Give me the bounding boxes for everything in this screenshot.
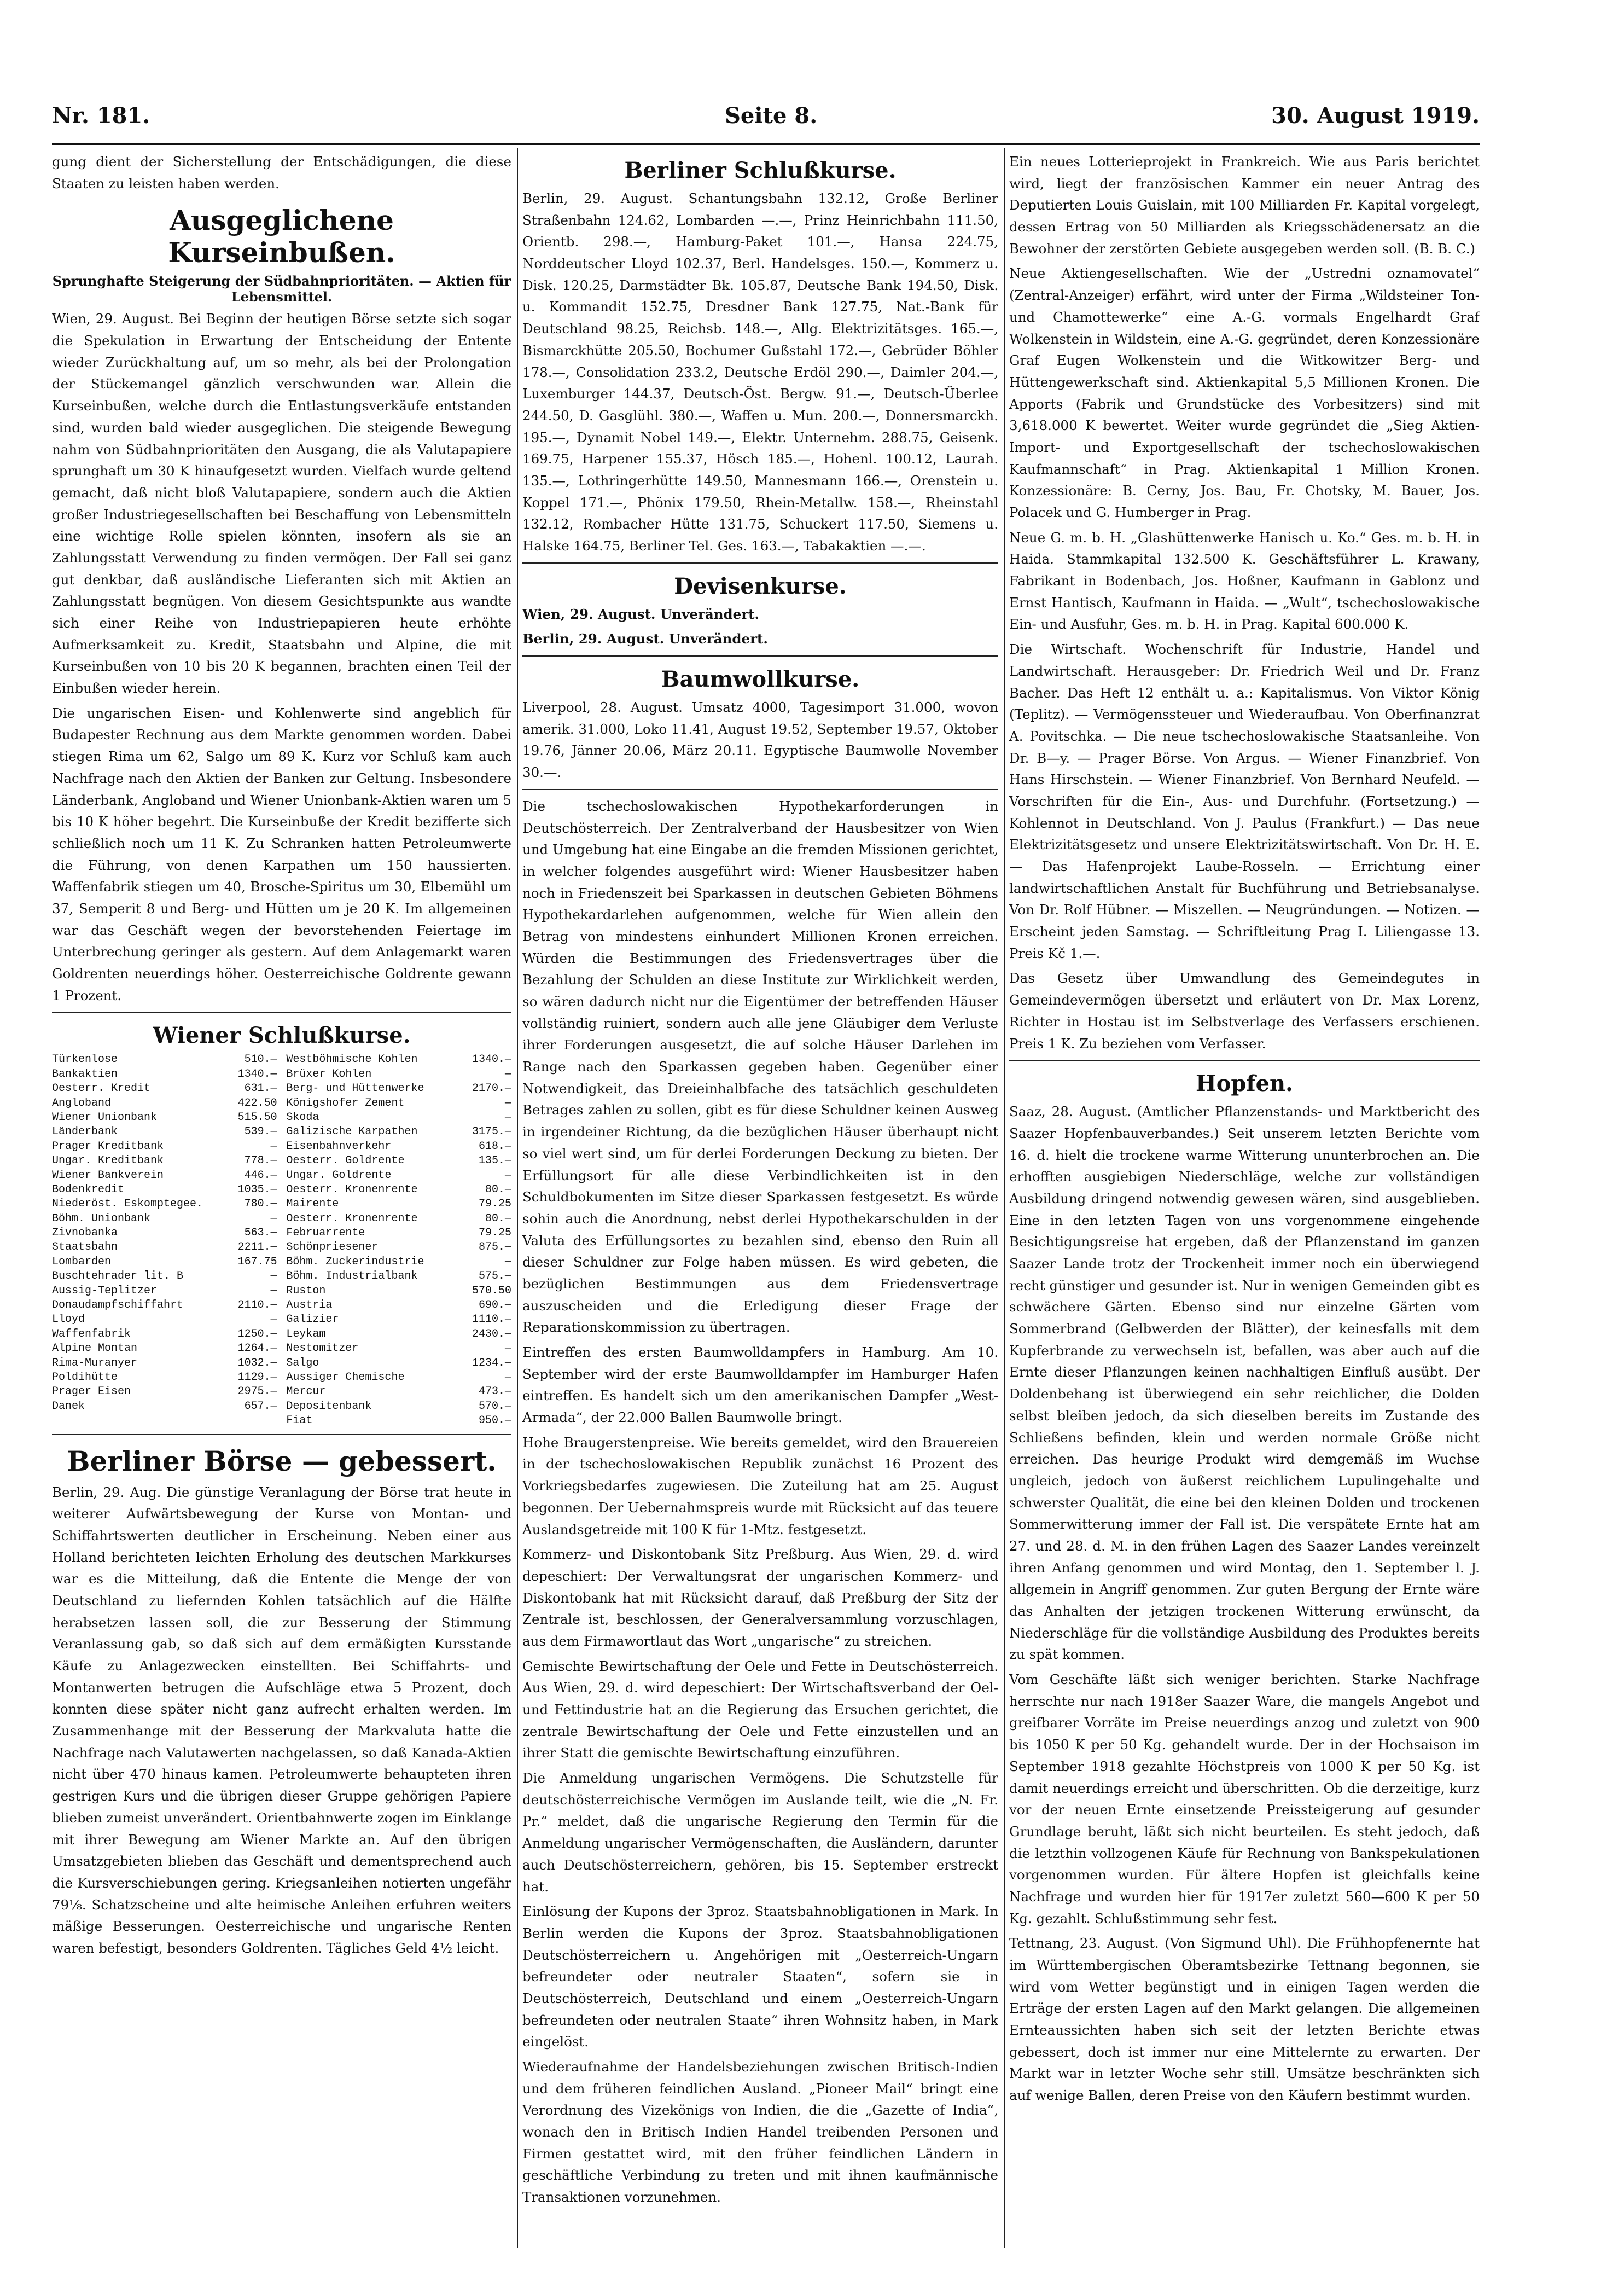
quote-name: Skoda bbox=[286, 1111, 319, 1124]
quote-value: 570.— bbox=[478, 1400, 511, 1413]
article-title: Baumwollkurse. bbox=[661, 666, 860, 693]
column-rule bbox=[517, 148, 518, 2248]
quote-value: 446.— bbox=[244, 1169, 277, 1182]
quote-value: 575.— bbox=[478, 1270, 511, 1283]
quote-row bbox=[286, 1096, 511, 1111]
article-paragraph: Liverpool, 28. August. Umsatz 4000, Tagesimport 31.000, wovon amerik. 31.000, Loko 11.41, August 19.52, September 19.57, Oktober 19.76, Jänner 20.06, März 20.11. Egyptische Baumwolle November 30.—. bbox=[522, 699, 998, 781]
quote-row bbox=[52, 1255, 277, 1269]
article-paragraph: Eintreffen des ersten Baumwolldampfers in Hamburg. Am 10. September wird der erste Baumwolldampfer im Hamburger Hafen eintreffen. Es handelt sich um den amerikanischen Dampfer „West-Armada“, der 22.000 Ballen Baumwolle bringt. bbox=[522, 1344, 998, 1426]
quote-name: Angloband bbox=[52, 1096, 112, 1110]
quote-value: 2430.— bbox=[472, 1327, 511, 1340]
quote-row bbox=[286, 1356, 511, 1371]
quote-name: Prager Kreditbank bbox=[52, 1140, 164, 1153]
quote-value: 778.— bbox=[244, 1154, 277, 1168]
issue-number: Nr. 181. bbox=[52, 103, 150, 129]
quote-row bbox=[286, 1400, 511, 1414]
quote-value: 1234.— bbox=[472, 1356, 511, 1369]
article-paragraph: Neue Aktiengesellschaften. Wie der „Ustredni oznamovatel“ (Zentral-Anzeiger) erfährt, wird unter der Firma „Wildsteiner Ton- und Chamottewerke“ eine A.-G. vormals Engelhardt Graf Wolkenstein in Wildstein, eine A.-G. gegründet, deren Konzessionäre Graf Eugen Wolkenstein und die Witkowitzer Berg- und Hüttengewerkschaft sind. Aktienkapital 5,5 Millionen Kronen. Die Apports (Fabrik und Grundstücke des Vorbesitzers) sind mit 3,618.000 K bewertet. Weiter wurde gegründet die „Sieg Aktien-Import- und Exportgesellschaft der tschechoslowakischen Kaufmannschaft“ in Prag. Aktienkapital 1 Million Kronen. Konzessionäre: B. Cerny, Jos. Bau, Fr. Chotsky, M. Bauer, Jos. Polacek und G. Humberger in Prag. bbox=[1009, 265, 1480, 520]
article-paragraph: Neue G. m. b. H. „Glashüttenwerke Hanisch u. Ko.“ Ges. m. b. H. in Haida. Stammkapital 132.500 K. Geschäftsführer L. Krawany, Fabrikant in Bodenbach, Jos. Hoßner, Kaufmann in Gablonz und Ernst Hantisch, Kaufmann in Haida. — „Wult“, tschechoslowakische Ein- und Ausfuhr, Ges. m. b. H. in Prag. Kapital 600.000 K. bbox=[1009, 529, 1480, 632]
page-header bbox=[52, 103, 1480, 141]
quote-name: Rima-Muranyer bbox=[52, 1356, 138, 1369]
quote-row bbox=[286, 1053, 511, 1067]
quote-value: 510.— bbox=[244, 1053, 277, 1066]
quote-row bbox=[286, 1140, 511, 1154]
quote-name: Nestomitzer bbox=[286, 1342, 359, 1355]
quote-row bbox=[286, 1111, 511, 1125]
quote-value: 1340.— bbox=[472, 1053, 511, 1066]
quote-value: 570.50 bbox=[472, 1284, 511, 1297]
article-paragraph: Die Anmeldung ungarischen Vermögens. Die Schutzstelle für deutschösterreichische Vermögen im Auslande teilt, wie die „N. Fr. Pr.“ meldet, daß die ungarische Regierung den Termin für die Anmeldung ungarischer Vermögenschaften, die Ausländern, darunter auch Deutschösterreichern, gehören, bis 15. September erstreckt hat. bbox=[522, 1770, 998, 1895]
quote-row bbox=[286, 1313, 511, 1327]
quote-value: — bbox=[504, 1111, 511, 1124]
column-left bbox=[52, 148, 511, 2248]
article-title: Wiener Schlußkurse. bbox=[153, 1023, 411, 1049]
quote-name: Wiener Bankverein bbox=[52, 1169, 164, 1182]
quote-row bbox=[286, 1298, 511, 1313]
divider bbox=[522, 789, 998, 790]
article-paragraph: Saaz, 28. August. (Amtlicher Pflanzenstands- und Marktbericht des Saazer Hopfenbauverbandes.) Seit unserem letzten Berichte vom 16. d. hielt die trockene warme Witterung ununterbrochen an. Die erhofften ausgiebigen Niederschläge, welche zur vollständigen Ausbildung dringend notwendig gewesen wären, sind ausgeblieben. Eine in den letzten Tagen von uns vorgenommene eingehende Besichtigungsreise hat ergeben, daß der Pflanzenstand im ganzen Saazer Lande trotz der Trockenheit immer noch ein überwiegend recht günstiger und gesunder ist. Nur in wenigen Gemeinden gibt es schwächere Gärten. Ebenso sind nur einzelne Gärten vom Sommerbrand (Gelbwerden der Blätter), der keinesfalls mit dem Kupferbrande zu verwechseln ist, befallen, was aber auch auf die Ernte dieser Pflanzungen keinen nachhaltigen Einfluß ausübt. Der Doldenbehang ist überwiegend ein sehr reichlicher, die Dolden selbst bleiben jedoch, da sich dieselben bereits im Zustande des Schließens befinden, klein und werden normale Größe nicht erreichen. Das heurige Produkt wird demgemäß im Wuchse ungleich, jedoch von äußerst reichlichem Lupulingehalte und schwerster Qualität, die eine bei den kleinen Dolden und trockenen Sommerwitterung immer der Fall ist. Die verspätete Ernte hat am 27. und 28. d. M. in den frühen Lagen des Saazer Landes vereinzelt ihren Anfang genommen und wird Montag, den 1. September l. J. allgemein in Angriff genommen. Zur guten Bergung der Ernte wäre das Anhalten der jetzigen trockenen Witterung erwünscht, da Niederschläge für die vollständige Ausbildung des Produktes bereits zu spät kommen. bbox=[1009, 1104, 1480, 1663]
quote-row bbox=[286, 1284, 511, 1298]
quote-row bbox=[52, 1212, 277, 1226]
quote-name: Donaudampfschiffahrt bbox=[52, 1299, 184, 1312]
quote-row bbox=[52, 1053, 277, 1067]
quote-name: Alpine Montan bbox=[52, 1342, 138, 1355]
quote-name: Oesterr. Kronenrente bbox=[286, 1212, 418, 1225]
article-paragraph: Berlin, 29. August. Schantungsbahn 132.12, Große Berliner Straßenbahn 124.62, Lombarden —.—, Prinz Heinrichbahn 111.50, Orientb. 298.—, Hamburg-Paket 101.—, Hansa 224.75, Norddeutscher Lloyd 102.37, Berl. Handelsges. 150.—, Kommerz u. Disk. 120.25, Darmstädter Bk. 105.87, Deutsche Bank 194.50, Disk. u. Kommandit 152.75, Dresdner Bank 127.75, Nat.-Bank für Deutschland 98.25, Reichsb. 148.—, Allg. Elektrizitätsges. 165.—, Bismarckhütte 205.50, Bochumer Gußstahl 172.—, Gebrüder Böhler 178.—, Consolidation 233.2, Deutsche Erdöl 290.—, Daimler 204.—, Luxemburger 144.37, Deutsch-Öst. Bergw. 91.—, Deutsch-Überlee 244.50, D. Gasglühl. 380.—, Waffen u. Mun. 200.—, Donnersmarckh. 195.—, Dynamit Nobel 149.—, Elektr. Unternehm. 288.75, Geisenk. 169.75, Harpener 155.37, Hösch 185.—, Hohenl. 100.12, Laurah. 135.—, Lothringerhütte 149.50, Mannesmann 166.—, Orenstein u. Koppel 171.—, Phönix 179.50, Rhein-Metallw. 158.—, Rheinstahl 132.12, Rombacher Hütte 131.75, Schuckert 117.50, Siemens u. Halske 164.75, Berliner Tel. Ges. 163.—, Tabakaktien —.—. bbox=[522, 190, 998, 554]
quote-row bbox=[52, 1140, 277, 1154]
quote-row bbox=[52, 1284, 277, 1298]
quote-row bbox=[286, 1154, 511, 1168]
article-paragraph: Tettnang, 23. August. (Von Sigmund Uhl). Die Frühhopfenernte hat im Württembergischen Oberamtsbezirke Tettnang begonnen, sie wird vom Wetter begünstigt und in einigen Tagen werden die Erträge der ersten Lagen auf den Markt gelangen. Die allgemeinen Ernteaussichten haben sich seit der letzten Berichte etwas gebessert, doch ist immer nur eine Mittelernte zu erwarten. Der Markt war in letzter Woche sehr still. Umsätze beschränkten sich auf wenige Ballen, deren Preise von den Käufern bestimmt wurden. bbox=[1009, 1935, 1480, 2104]
column-middle bbox=[522, 148, 998, 2248]
divider bbox=[522, 562, 998, 564]
quote-name: Ungar. Goldrente bbox=[286, 1169, 392, 1182]
quote-value: 875.— bbox=[478, 1241, 511, 1254]
divider bbox=[52, 1434, 511, 1435]
quote-row bbox=[52, 1096, 277, 1111]
quote-row bbox=[286, 1371, 511, 1385]
article-subtitle: Sprunghafte Steigerung der Südbahnprioritäten. — Aktien für Lebensmittel. bbox=[52, 273, 511, 305]
quote-row bbox=[52, 1269, 277, 1284]
quote-name: Salgo bbox=[286, 1356, 319, 1369]
quote-row bbox=[52, 1226, 277, 1240]
article-paragraph: Die Wirtschaft. Wochenschrift für Industrie, Handel und Landwirtschaft. Herausgeber: Dr. Friedrich Weil und Dr. Franz Bacher. Das Heft 12 enthält u. a.: Kapitalismus. Von Viktor König (Teplitz). — Vermögenssteuer und Wiederaufbau. Von Oberfinanzrat A. Povitschka. — Die neue tschechoslowakische Staatsanleihe. Von Dr. B—y. — Prager Börse. Von Argus. — Wiener Finanzbrief. Von Hans Hirschstein. — Wiener Finanzbrief. Von Bernhard Neufeld. — Vorschriften für die Ein-, Aus- und Durchfuhr. (Fortsetzung.) — Kohlennot in Deutschland. Von J. Paulus (Frankfurt.) — Das neue Elektrizitätsgesetz und unsere Elektrizitätswirtschaft. Von Dr. H. E. — Das Hafenprojekt Laube-Rosseln. — Errichtung einer landwirtschaftlichen Anstalt für Buchführung und Betriebsanalyse. Von Dr. Rolf Hübner. — Miszellen. — Neugründungen. — Notizen. — Erscheint jeden Samstag. — Schriftleitung Prag I. Liliengasse 13. Preis Kč 1.—. bbox=[1009, 641, 1480, 961]
quote-row bbox=[52, 1356, 277, 1371]
quote-name: Bodenkredit bbox=[52, 1183, 125, 1196]
quote-row bbox=[286, 1125, 511, 1139]
quote-name: Prager Eisen bbox=[52, 1385, 131, 1398]
divider bbox=[1009, 1060, 1480, 1061]
quote-name: Niederöst. Eskomptegee. bbox=[52, 1198, 203, 1211]
quote-value: 515.50 bbox=[237, 1111, 277, 1124]
quote-row bbox=[286, 1226, 511, 1240]
quote-name: Türkenlose bbox=[52, 1053, 118, 1066]
quote-name: Poldihütte bbox=[52, 1371, 118, 1384]
quote-value: 3175.— bbox=[472, 1125, 511, 1139]
quote-row bbox=[52, 1067, 277, 1082]
quote-row bbox=[286, 1169, 511, 1183]
quote-name: Brüxer Kohlen bbox=[286, 1067, 372, 1081]
quote-name: Leykam bbox=[286, 1327, 326, 1340]
article-line: Wien, 29. August. Unverändert. bbox=[522, 606, 760, 622]
article-paragraph: Vom Geschäfte läßt sich weniger berichten. Starke Nachfrage herrschte nur nach 1918er Saazer Ware, die mangels Angebot und greifbarer Vorräte im Preise neuerdings anzog und zuletzt von 900 bis 1050 K per 50 Kg. gehandelt wurde. Der in der Hochsaison im September 1918 gezahlte Höchstpreis von 1000 K per 50 Kg. ist damit neuerdings erreicht und überschritten. Ob die derzeitige, kurz vor der neuen Ernte einsetzende Preissteigerung auf gesunder Grundlage beruht, läßt sich nicht beurteilen. Es steht jedoch, daß die letzthin vollzogenen Käufe für Rechnung von Bankspekulationen vorgenommen wurden. Für ältere Hopfen ist gleichfalls keine Nachfrage und wurden hier für 1917er zuletzt 560—600 K per 50 Kg. gezahlt. Schlußstimmung sehr fest. bbox=[1009, 1671, 1480, 1926]
quote-value: — bbox=[270, 1284, 277, 1297]
article-paragraph: Das Gesetz über Umwandlung des Gemeindegutes in Gemeindevermögen übersetzt und erläutert von Dr. Max Lorenz, Richter in Hostau ist im Selbstverlage des Verfassers erschienen. Preis 1 K. Zu beziehen vom Verfasser. bbox=[1009, 970, 1480, 1052]
quote-value: — bbox=[270, 1140, 277, 1153]
quote-name: Lombarden bbox=[52, 1255, 112, 1268]
page-number: Seite 8. bbox=[725, 103, 818, 129]
header-rule bbox=[52, 143, 1480, 145]
quote-value: 631.— bbox=[244, 1082, 277, 1095]
quote-name: Böhm. Unionbank bbox=[52, 1212, 151, 1225]
quote-value: — bbox=[504, 1169, 511, 1182]
quote-value: 80.— bbox=[485, 1212, 511, 1225]
quote-value: 473.— bbox=[478, 1385, 511, 1398]
quote-name: Schönpriesener bbox=[286, 1241, 379, 1254]
quote-row bbox=[286, 1183, 511, 1197]
quote-value: 618.— bbox=[478, 1140, 511, 1153]
quote-name: Westböhmische Kohlen bbox=[286, 1053, 418, 1066]
quote-value: — bbox=[270, 1212, 277, 1225]
article-title: Berliner Schlußkurse. bbox=[624, 158, 897, 183]
column-right bbox=[1009, 148, 1480, 2248]
quote-value: 1250.— bbox=[237, 1327, 277, 1340]
quote-value: 950.— bbox=[478, 1414, 511, 1427]
quote-value: 2211.— bbox=[237, 1241, 277, 1254]
article-paragraph: Kommerz- und Diskontobank Sitz Preßburg. Aus Wien, 29. d. wird depeschiert: Der Verwaltungsrat der ungarischen Kommerz- und Diskontobank hat mit Rücksicht darauf, daß Preßburg der Sitz der Zentrale ist, beschlossen, der Generalversammlung vorzuschlagen, aus dem Firmawortlaut das Wort „ungarische“ zu streichen. bbox=[522, 1546, 998, 1649]
quote-value: — bbox=[504, 1255, 511, 1268]
article-paragraph: Die ungarischen Eisen- und Kohlenwerte sind angeblich für Budapester Rechnung aus dem Markte genommen worden. Dabei stiegen Rima um 62, Salgo um 89 K. Kurz vor Schluß kam auch Nachfrage nach den Aktien der Banken zur Geltung. Insbesondere Länderbank, Angloband und Wiener Unionbank-Aktien waren um 5 bis 10 K höher begehrt. Die Kurseinbuße der Kredit bezifferte sich schließlich noch um 11 K. Zu Schranken hatten Petroleumwerte die Führung, von denen Karpathen um 150 haussierten. Waffenfabrik stiegen um 40, Brosche-Spiritus um 30, Elbemühl um 37, Semperit 8 und Berg- und Hütten um je 20 K. Im allgemeinen war das Geschäft wegen der bevorstehenden Feiertage im Unterbrechung geringer als gestern. Auf dem Anlagemarkt waren Goldrenten neuerdings höher. Oesterreichische Goldrente gewann 1 Prozent. bbox=[52, 705, 511, 1003]
quote-name: Aussig-Teplitzer bbox=[52, 1284, 158, 1297]
quote-value: — bbox=[504, 1067, 511, 1081]
quote-name: Austria bbox=[286, 1299, 333, 1312]
quote-name: Aussiger Chemische bbox=[286, 1371, 405, 1384]
quote-name: Lloyd bbox=[52, 1313, 85, 1326]
quote-row bbox=[286, 1197, 511, 1211]
quote-row bbox=[286, 1327, 511, 1342]
quote-row bbox=[52, 1313, 277, 1327]
article-paragraph: Wien, 29. August. Bei Beginn der heutigen Börse setzte sich sogar die Spekulation in Erwartung der Entscheidung der Entente wieder Zurückhaltung auf, um so mehr, als bei der Prolongation der Stückemangel gänzlich verschwunden war. Allein die Kurseinbußen, welche durch die Entlastungsverkäufe entstanden sind, wurden bald wieder ausgeglichen. Die steigende Bewegung nahm von Südbahnprioritäten den Ausgang, die als Valutapapiere sprunghaft um 30 K hinaufgesetzt wurden. Vielfach wurde geltend gemacht, daß nicht bloß Valutapapiere, sondern auch die Aktien großer Industriegesellschaften bei Beschaffung von Lebensmitteln eine wichtige Rolle spielen könnten, insofern als sie an Zahlungsstatt Verwendung zu finden vermögen. Der Fall sei ganz gut denkbar, daß ausländische Lieferanten sich mit Aktien an Zahlungsstatt begnügen. Von diesem Gesichtspunkte aus wandte sich einer Reihe von Industriepapieren heute erhöhte Aufmerksamkeit zu. Kredit, Staatsbahn und Alpine, die mit Kurseinbußen von 10 bis 20 K begannen, brachten einen Teil der Einbußen wieder herein. bbox=[52, 311, 511, 696]
quote-name: Böhm. Zuckerindustrie bbox=[286, 1255, 424, 1268]
quote-value: 690.— bbox=[478, 1299, 511, 1312]
quote-row bbox=[52, 1298, 277, 1313]
quote-value: 2110.— bbox=[237, 1299, 277, 1312]
quote-value: 2975.— bbox=[237, 1385, 277, 1398]
quote-value: 780.— bbox=[244, 1198, 277, 1211]
article-paragraph: Die tschechoslowakischen Hypothekarforderungen in Deutschösterreich. Der Zentralverband der Hausbesitzer von Wien und Umgebung hat eine Eingabe an die fremden Missionen gerichtet, in welcher folgendes ausgeführt wird: Wiener Hausbesitzer haben noch in Friedenszeit bei Sparkassen in deutschen Gebieten Böhmens Hypothekardarlehen aufgenommen, welche für Wien allein den Betrag von mindestens einhundert Millionen Kronen erreichen. Würden die Bestimmungen des Friedensvertrages über die Bezahlung der Schulden an diese Institute zur Wirklichkeit werden, so wären dadurch nicht nur die Eigentümer der betreffenden Häuser vollständig ruiniert, sondern auch alle jene Gläubiger dem Verluste ihrer Forderungen ausgesetzt, die auf solche Häuser Darlehen im Range nach den Sparkassen gegeben haben. Gegenüber einer Notwendigkeit, das Dreieinhalbfache des tatsächlich geschuldeten Betrages zahlen zu sollen, gibt es für diese Schuldner keinen Ausweg in irgendeiner Richtung, da die bezüglichen Häuser überhaupt nicht so viel wert sind, um für derlei Forderungen Deckung zu bieten. Der Erfüllungsort für alle diese Verbindlichkeiten ist in den Schuldbokumenten im Sitze dieser Sparkassen festgesetzt. Es würde sohin auch die Anordnung, nebst derlei Hypothekarschulden in der Valuta des Erfüllungsortes zu bezahlen sind, ebenso den Ruin all dieser Schuldner zur Folge haben müssen. Es wird gebeten, die bezüglichen Bestimmungen aus dem Friedensvertrage auszuscheiden und die Erledigung dieser Frage der Reparationskommission zu übertragen. bbox=[522, 798, 998, 1336]
quote-value: 539.— bbox=[244, 1125, 277, 1139]
quote-value: — bbox=[270, 1270, 277, 1283]
article-paragraph: Wiederaufnahme der Handelsbeziehungen zwischen Britisch-Indien und dem früheren feindlichen Ausland. „Pioneer Mail“ bringt eine Verordnung des Vizekönigs von Indien, die die „Gazette of India“, wonach den in Britisch Indien Handel treibenden Personen und Firmen gestattet wird, mit den früher feindlichen Ländern in geschäftliche Verbindung zu treten und mit ihnen kaufmännische Transaktionen vorzunehmen. bbox=[522, 2059, 998, 2205]
article-title: Devisenkurse. bbox=[674, 573, 847, 599]
issue-date: 30. August 1919. bbox=[1271, 103, 1480, 129]
quote-value: — bbox=[270, 1313, 277, 1326]
column-rule bbox=[1004, 148, 1005, 2248]
quotes-table-left bbox=[52, 1053, 277, 1428]
article-continuation: gung dient der Sicherstellung der Entschädigungen, die diese Staaten zu leisten haben werden. bbox=[52, 154, 511, 191]
quote-name: Staatsbahn bbox=[52, 1241, 118, 1254]
quote-row bbox=[286, 1255, 511, 1269]
quote-value: — bbox=[504, 1096, 511, 1110]
quote-row bbox=[52, 1197, 277, 1211]
quote-name: Galizier bbox=[286, 1313, 339, 1326]
quote-name: Mairente bbox=[286, 1198, 339, 1211]
quote-row bbox=[286, 1067, 511, 1082]
quote-row bbox=[52, 1154, 277, 1168]
quote-value: 563.— bbox=[244, 1227, 277, 1240]
quote-row bbox=[52, 1125, 277, 1139]
quote-value: 2170.— bbox=[472, 1082, 511, 1095]
quote-name: Buschtehrader lit. B bbox=[52, 1270, 184, 1283]
quote-name: Eisenbahnverkehr bbox=[286, 1140, 392, 1153]
quote-value: — bbox=[504, 1371, 511, 1384]
article-paragraph: Einlösung der Kupons der 3proz. Staatsbahnobligationen in Mark. In Berlin werden die Kupons der 3proz. Staatsbahnobligationen Deutschösterreichern u. Angehörigen mit „Oesterreich-Ungarn befreundeter oder neutraler Staaten“, sofern sie in Deutschösterreich, Deutschland und einem „Oesterreich-Ungarn befreundeten oder neutralen Staate“ ihren Wohnsitz haben, in Mark eingelöst. bbox=[522, 1903, 998, 2050]
quote-name: Königshofer Zement bbox=[286, 1096, 405, 1110]
quote-row bbox=[286, 1082, 511, 1096]
quote-name: Länderbank bbox=[52, 1125, 118, 1139]
quote-row bbox=[52, 1240, 277, 1255]
quote-row bbox=[52, 1327, 277, 1342]
article-line: Berlin, 29. August. Unverändert. bbox=[522, 631, 768, 647]
quote-value: 1035.— bbox=[237, 1183, 277, 1196]
quote-name: Februarrente bbox=[286, 1227, 365, 1240]
quotes-table-right bbox=[286, 1053, 511, 1428]
quote-value: 1110.— bbox=[472, 1313, 511, 1326]
article-title: Berliner Börse — gebessert. bbox=[67, 1444, 497, 1477]
quote-name: Bankaktien bbox=[52, 1067, 118, 1081]
quote-row bbox=[52, 1169, 277, 1183]
quote-value: 79.25 bbox=[478, 1227, 511, 1240]
quote-name: Ruston bbox=[286, 1284, 326, 1297]
quote-value: 657.— bbox=[244, 1400, 277, 1413]
quote-name: Wiener Unionbank bbox=[52, 1111, 158, 1124]
quote-value: 1340.— bbox=[237, 1067, 277, 1081]
quote-name: Oesterr. Goldrente bbox=[286, 1154, 405, 1168]
quote-name: Ungar. Kreditbank bbox=[52, 1154, 164, 1168]
quote-row bbox=[286, 1342, 511, 1356]
quote-row bbox=[52, 1111, 277, 1125]
article-title: Ausgeglichene Kurseinbußen. bbox=[168, 204, 395, 269]
quote-value: 80.— bbox=[485, 1183, 511, 1196]
divider bbox=[522, 655, 998, 657]
quote-name: Böhm. Industrialbank bbox=[286, 1270, 418, 1283]
quote-name: Fiat bbox=[286, 1414, 313, 1427]
quote-name: Oesterr. Kredit bbox=[52, 1082, 151, 1095]
quote-name: Waffenfabrik bbox=[52, 1327, 131, 1340]
quote-value: — bbox=[504, 1342, 511, 1355]
quote-row bbox=[286, 1385, 511, 1399]
quote-row bbox=[286, 1240, 511, 1255]
quote-row bbox=[52, 1183, 277, 1197]
article-paragraph: Gemischte Bewirtschaftung der Oele und Fette in Deutschösterreich. Aus Wien, 29. d. wird depeschiert: Der Wirtschaftsverband der Oel- und Fettindustrie hat an die Regierung das Ersuchen gerichtet, die zentrale Bewirtschaftung der Oele und Fette einzustellen und an ihrer Statt die gemischte Bewirtschaftung einzuführen. bbox=[522, 1658, 998, 1761]
quote-value: 167.75 bbox=[237, 1255, 277, 1268]
quote-value: 1264.— bbox=[237, 1342, 277, 1355]
article-paragraph: Hohe Braugerstenpreise. Wie bereits gemeldet, wird den Brauereien in der tschechoslowakischen Republik zunächst 16 Prozent des Vorkriegsbedarfes zugewiesen. Die Zuteilung hat am 25. August begonnen. Der Uebernahmspreis wurde mit Rücksicht auf das teuere Auslandsgetreide mit 100 K für 1-Mtz. festgesetzt. bbox=[522, 1434, 998, 1537]
quote-row bbox=[52, 1400, 277, 1414]
article-title: Hopfen. bbox=[1195, 1071, 1294, 1097]
quote-value: 422.50 bbox=[237, 1096, 277, 1110]
quotes-table bbox=[52, 1053, 511, 1428]
quote-name: Mercur bbox=[286, 1385, 326, 1398]
quote-value: 135.— bbox=[478, 1154, 511, 1168]
article-paragraph: Ein neues Lotterieprojekt in Frankreich. Wie aus Paris berichtet wird, liegt der französischen Kammer ein neuer Antrag des Deputierten Louis Guislain, mit 100 Milliarden Fr. Kapital vorgelegt, dessen Ertrag von 50 Milliarden als Kriegsschädenersatz an die Bewohner der zerstörten Gebiete ausgegeben werden soll. (B. B. C.) bbox=[1009, 154, 1480, 257]
quote-value: 1129.— bbox=[237, 1371, 277, 1384]
quote-row bbox=[52, 1082, 277, 1096]
quote-row bbox=[52, 1371, 277, 1385]
quote-name: Depositenbank bbox=[286, 1400, 372, 1413]
quote-row bbox=[286, 1414, 511, 1428]
quote-row bbox=[286, 1269, 511, 1284]
quote-name: Oesterr. Kronenrente bbox=[286, 1183, 418, 1196]
quote-name: Zivnobanka bbox=[52, 1227, 118, 1240]
quote-row bbox=[52, 1385, 277, 1399]
quote-value: 79.25 bbox=[478, 1198, 511, 1211]
divider bbox=[52, 1012, 511, 1013]
quote-value: 1032.— bbox=[237, 1356, 277, 1369]
article-paragraph: Berlin, 29. Aug. Die günstige Veranlagung der Börse trat heute in weiterer Aufwärtsbewegung der Kurse von Montan- und Schiffahrtswerten deutlicher in Erscheinung. Neben einer aus Holland berichteten leichten Erholung des deutschen Markkurses war es die Mitteilung, daß die Entente die Menge der von Deutschland zu liefernden Kohlen tatsächlich auf die Hälfte herabsetzen lassen soll, die zur Besserung der Stimmung Veranlassung gab, so daß sich auf dem ermäßigten Kursstande Käufe zu Anlagezwecken einstellten. Bei Schiffahrts- und Montanwerten betrugen die Aufschläge etwa 5 Prozent, doch konnten diese später nicht ganz aufrecht erhalten werden. Im Zusammenhange mit der Besserung der Markvaluta hatte die Nachfrage nach Valutawerten nachgelassen, so daß Kanada-Aktien nicht über 470 hinaus kamen. Petroleumwerte behaupteten ihren gestrigen Kurs und die übrigen dieser Gruppe gehörigen Papiere blieben zumeist unverändert. Orientbahnwerte zogen im Einklange mit ihrer Bewegung am Wiener Markte an. Auf den übrigen Umsatzgebieten blieben das Geschäft und dementsprechend auch die Kursverschiebungen gering. Kriegsanleihen notierten ungefähr 79⅛. Schatzscheine und alte heimische Anleihen erfuhren weiters mäßige Besserungen. Oesterreichische und ungarische Renten waren befestigt, besonders Goldrenten. Tägliches Geld 4½ leicht. bbox=[52, 1484, 511, 1956]
quote-name: Galizische Karpathen bbox=[286, 1125, 418, 1139]
quote-name: Danek bbox=[52, 1400, 85, 1413]
quote-name: Berg- und Hüttenwerke bbox=[286, 1082, 424, 1095]
quote-row bbox=[286, 1212, 511, 1226]
quote-row bbox=[52, 1342, 277, 1356]
